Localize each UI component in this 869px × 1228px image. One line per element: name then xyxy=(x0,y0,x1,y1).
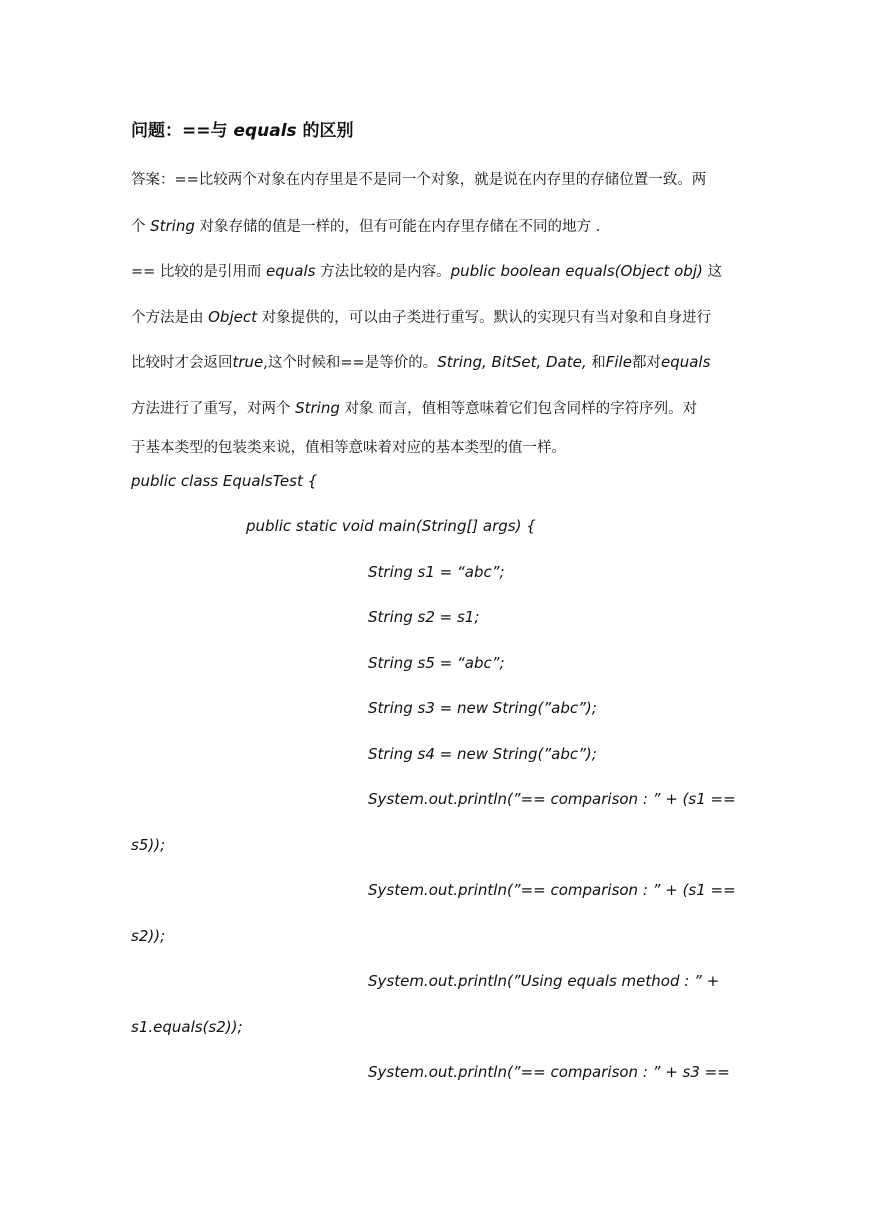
answer-line xyxy=(131,219,600,235)
answer-text: 这 xyxy=(702,264,722,280)
code-term: File xyxy=(605,353,632,371)
answer-line xyxy=(131,173,706,188)
code-line: public class EqualsTest { xyxy=(131,472,318,490)
answer-text: 对象提供的，可以由子类进行重写。默认的实现只有当对象和自身进行 xyxy=(256,310,712,326)
answer-line xyxy=(131,401,697,417)
code-line: String s3 = new String(”abc”); xyxy=(368,699,597,717)
answer-text: 答案：==比较两个对象在内存里是不是同一个对象，就是说在内存里的存储位置一致。两 xyxy=(131,172,707,188)
code-line: public static void main(String[] args) { xyxy=(246,517,536,535)
code-term: equals xyxy=(266,262,316,280)
question-title xyxy=(131,116,354,141)
code-line: s5)); xyxy=(131,836,166,854)
answer-line xyxy=(131,310,711,326)
answer-text: 比较时才会返回 xyxy=(131,355,233,371)
answer-line xyxy=(131,355,710,371)
answer-line xyxy=(131,264,722,280)
code-line: String s2 = s1; xyxy=(368,608,480,626)
title-keyword: equals xyxy=(233,121,297,141)
answer-text: 对象存储的值是一样的，但有可能在内存里存储在不同的地方 . xyxy=(194,219,601,235)
code-line: String s4 = new String(”abc”); xyxy=(368,745,597,763)
code-term: String, BitSet, Date, xyxy=(437,353,587,371)
answer-text: 方法比较的是内容。 xyxy=(315,264,451,280)
code-line: String s1 = “abc”; xyxy=(368,563,505,581)
answer-text: 于基本类型的包装类来说，值相等意味着对应的基本类型的值一样。 xyxy=(131,440,566,456)
code-term: equals xyxy=(660,353,711,371)
code-line: System.out.println(”== comparison : ” + (s1 == xyxy=(368,790,736,808)
title-prefix: 问题：==与 xyxy=(131,121,234,141)
answer-text: ,这个时候和==是等价的。 xyxy=(263,355,438,371)
answer-text: 个方法是由 xyxy=(131,310,209,326)
answer-text: == 比较的是引用而 xyxy=(131,264,267,280)
title-suffix: 的区别 xyxy=(296,121,354,141)
code-line: s2)); xyxy=(131,927,166,945)
code-line: System.out.println(”== comparison : ” + (s1 == xyxy=(368,881,736,899)
answer-text: 个 xyxy=(131,219,151,235)
code-line: System.out.println(”Using equals method : ” + xyxy=(368,972,720,990)
answer-text: 都对 xyxy=(631,355,661,371)
code-term: String xyxy=(150,217,195,235)
code-term: Object xyxy=(208,308,257,326)
code-line: s1.equals(s2)); xyxy=(131,1018,243,1036)
answer-line xyxy=(131,441,566,456)
code-term: String xyxy=(295,399,340,417)
answer-text: 方法进行了重写，对两个 xyxy=(131,401,296,417)
code-line: System.out.println(”== comparison : ” + s3 == xyxy=(368,1063,730,1081)
answer-text: 和 xyxy=(586,355,606,371)
answer-text: 对象 而言，值相等意味着它们包含同样的字符序列。对 xyxy=(339,401,698,417)
code-line: String s5 = “abc”; xyxy=(368,654,505,672)
code-term: public boolean equals(Object obj) xyxy=(450,262,703,280)
code-term: true xyxy=(232,353,264,371)
